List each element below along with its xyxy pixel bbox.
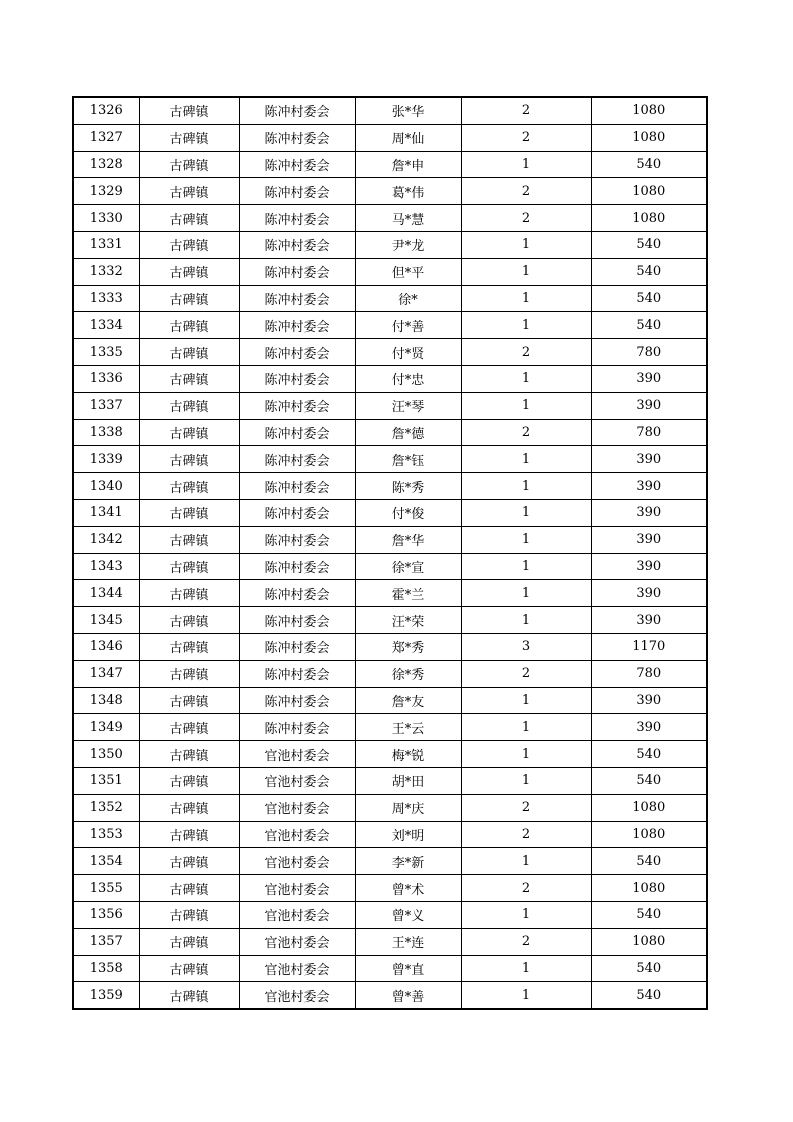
cell-town: 古碑镇 bbox=[139, 848, 239, 875]
cell-village-committee: 官池村委会 bbox=[239, 848, 355, 875]
cell-amount: 390 bbox=[591, 473, 707, 500]
cell-town: 古碑镇 bbox=[139, 875, 239, 902]
cell-town: 古碑镇 bbox=[139, 526, 239, 553]
cell-town: 古碑镇 bbox=[139, 660, 239, 687]
cell-seq-no: 1340 bbox=[73, 473, 139, 500]
cell-name: 王*连 bbox=[355, 928, 461, 955]
cell-seq-no: 1348 bbox=[73, 687, 139, 714]
cell-town: 古碑镇 bbox=[139, 392, 239, 419]
cell-amount: 390 bbox=[591, 607, 707, 634]
cell-count: 1 bbox=[461, 741, 591, 768]
table-row bbox=[73, 124, 707, 151]
cell-amount: 540 bbox=[591, 151, 707, 178]
cell-town: 古碑镇 bbox=[139, 821, 239, 848]
cell-amount: 780 bbox=[591, 660, 707, 687]
cell-amount: 1080 bbox=[591, 97, 707, 124]
table-row bbox=[73, 794, 707, 821]
cell-town: 古碑镇 bbox=[139, 473, 239, 500]
cell-town: 古碑镇 bbox=[139, 928, 239, 955]
cell-amount: 780 bbox=[591, 419, 707, 446]
cell-town: 古碑镇 bbox=[139, 231, 239, 258]
cell-name: 付*俊 bbox=[355, 499, 461, 526]
table-body bbox=[73, 97, 707, 1009]
cell-amount: 1080 bbox=[591, 205, 707, 232]
cell-village-committee: 陈冲村委会 bbox=[239, 231, 355, 258]
cell-name: 付*善 bbox=[355, 312, 461, 339]
cell-count: 2 bbox=[461, 794, 591, 821]
cell-name: 尹*龙 bbox=[355, 231, 461, 258]
cell-seq-no: 1359 bbox=[73, 982, 139, 1009]
cell-name: 李*新 bbox=[355, 848, 461, 875]
cell-count: 1 bbox=[461, 151, 591, 178]
cell-amount: 390 bbox=[591, 580, 707, 607]
cell-town: 古碑镇 bbox=[139, 687, 239, 714]
cell-seq-no: 1351 bbox=[73, 767, 139, 794]
cell-count: 2 bbox=[461, 97, 591, 124]
cell-town: 古碑镇 bbox=[139, 982, 239, 1009]
cell-seq-no: 1346 bbox=[73, 633, 139, 660]
cell-village-committee: 官池村委会 bbox=[239, 982, 355, 1009]
table-row bbox=[73, 526, 707, 553]
cell-count: 1 bbox=[461, 901, 591, 928]
table-row bbox=[73, 767, 707, 794]
cell-seq-no: 1338 bbox=[73, 419, 139, 446]
cell-seq-no: 1352 bbox=[73, 794, 139, 821]
cell-amount: 390 bbox=[591, 687, 707, 714]
cell-town: 古碑镇 bbox=[139, 419, 239, 446]
cell-town: 古碑镇 bbox=[139, 312, 239, 339]
cell-name: 詹*德 bbox=[355, 419, 461, 446]
cell-count: 1 bbox=[461, 848, 591, 875]
cell-seq-no: 1329 bbox=[73, 178, 139, 205]
cell-town: 古碑镇 bbox=[139, 499, 239, 526]
cell-name: 徐*宣 bbox=[355, 553, 461, 580]
cell-town: 古碑镇 bbox=[139, 553, 239, 580]
table-row bbox=[73, 312, 707, 339]
cell-amount: 540 bbox=[591, 741, 707, 768]
cell-amount: 390 bbox=[591, 446, 707, 473]
cell-count: 1 bbox=[461, 526, 591, 553]
cell-name: 詹*钰 bbox=[355, 446, 461, 473]
cell-count: 1 bbox=[461, 499, 591, 526]
table-row bbox=[73, 97, 707, 124]
cell-name: 周*仙 bbox=[355, 124, 461, 151]
table-row bbox=[73, 607, 707, 634]
cell-village-committee: 陈冲村委会 bbox=[239, 473, 355, 500]
table-row bbox=[73, 365, 707, 392]
cell-amount: 540 bbox=[591, 258, 707, 285]
cell-village-committee: 陈冲村委会 bbox=[239, 446, 355, 473]
cell-amount: 1080 bbox=[591, 875, 707, 902]
cell-town: 古碑镇 bbox=[139, 97, 239, 124]
table-row bbox=[73, 714, 707, 741]
cell-village-committee: 官池村委会 bbox=[239, 928, 355, 955]
cell-name: 曾*义 bbox=[355, 901, 461, 928]
table-row bbox=[73, 660, 707, 687]
cell-village-committee: 官池村委会 bbox=[239, 875, 355, 902]
cell-seq-no: 1327 bbox=[73, 124, 139, 151]
cell-amount: 1080 bbox=[591, 928, 707, 955]
table-row bbox=[73, 499, 707, 526]
cell-village-committee: 陈冲村委会 bbox=[239, 97, 355, 124]
cell-count: 1 bbox=[461, 580, 591, 607]
cell-seq-no: 1358 bbox=[73, 955, 139, 982]
cell-amount: 540 bbox=[591, 955, 707, 982]
cell-village-committee: 陈冲村委会 bbox=[239, 633, 355, 660]
cell-name: 徐* bbox=[355, 285, 461, 312]
cell-count: 3 bbox=[461, 633, 591, 660]
cell-count: 1 bbox=[461, 714, 591, 741]
cell-name: 霍*兰 bbox=[355, 580, 461, 607]
table-row bbox=[73, 231, 707, 258]
cell-count: 2 bbox=[461, 928, 591, 955]
cell-village-committee: 陈冲村委会 bbox=[239, 660, 355, 687]
cell-town: 古碑镇 bbox=[139, 258, 239, 285]
cell-name: 徐*秀 bbox=[355, 660, 461, 687]
cell-seq-no: 1354 bbox=[73, 848, 139, 875]
table-row bbox=[73, 446, 707, 473]
cell-village-committee: 陈冲村委会 bbox=[239, 607, 355, 634]
cell-name: 付*忠 bbox=[355, 365, 461, 392]
table-row bbox=[73, 821, 707, 848]
cell-town: 古碑镇 bbox=[139, 124, 239, 151]
cell-village-committee: 陈冲村委会 bbox=[239, 178, 355, 205]
cell-count: 1 bbox=[461, 767, 591, 794]
cell-village-committee: 官池村委会 bbox=[239, 955, 355, 982]
cell-name: 胡*田 bbox=[355, 767, 461, 794]
cell-count: 2 bbox=[461, 124, 591, 151]
cell-town: 古碑镇 bbox=[139, 285, 239, 312]
table-row bbox=[73, 339, 707, 366]
cell-amount: 1080 bbox=[591, 178, 707, 205]
cell-count: 2 bbox=[461, 875, 591, 902]
cell-count: 1 bbox=[461, 982, 591, 1009]
cell-village-committee: 官池村委会 bbox=[239, 741, 355, 768]
cell-amount: 540 bbox=[591, 767, 707, 794]
table-row bbox=[73, 848, 707, 875]
cell-name: 周*庆 bbox=[355, 794, 461, 821]
cell-village-committee: 陈冲村委会 bbox=[239, 312, 355, 339]
cell-town: 古碑镇 bbox=[139, 151, 239, 178]
cell-count: 2 bbox=[461, 205, 591, 232]
cell-town: 古碑镇 bbox=[139, 339, 239, 366]
cell-village-committee: 陈冲村委会 bbox=[239, 339, 355, 366]
cell-name: 马*慧 bbox=[355, 205, 461, 232]
cell-seq-no: 1335 bbox=[73, 339, 139, 366]
cell-name: 詹*友 bbox=[355, 687, 461, 714]
cell-town: 古碑镇 bbox=[139, 633, 239, 660]
cell-count: 1 bbox=[461, 392, 591, 419]
cell-seq-no: 1349 bbox=[73, 714, 139, 741]
cell-count: 1 bbox=[461, 607, 591, 634]
cell-name: 王*云 bbox=[355, 714, 461, 741]
cell-name: 汪*琴 bbox=[355, 392, 461, 419]
cell-name: 张*华 bbox=[355, 97, 461, 124]
cell-name: 梅*锐 bbox=[355, 741, 461, 768]
cell-seq-no: 1350 bbox=[73, 741, 139, 768]
cell-seq-no: 1333 bbox=[73, 285, 139, 312]
cell-village-committee: 陈冲村委会 bbox=[239, 526, 355, 553]
cell-count: 1 bbox=[461, 258, 591, 285]
cell-amount: 390 bbox=[591, 526, 707, 553]
cell-town: 古碑镇 bbox=[139, 955, 239, 982]
table-row bbox=[73, 473, 707, 500]
table-row bbox=[73, 151, 707, 178]
cell-count: 1 bbox=[461, 365, 591, 392]
cell-name: 汪*荣 bbox=[355, 607, 461, 634]
cell-village-committee: 官池村委会 bbox=[239, 794, 355, 821]
table-row bbox=[73, 285, 707, 312]
cell-name: 郑*秀 bbox=[355, 633, 461, 660]
table-row bbox=[73, 419, 707, 446]
cell-amount: 390 bbox=[591, 499, 707, 526]
data-table bbox=[72, 96, 708, 1010]
cell-name: 付*贤 bbox=[355, 339, 461, 366]
cell-seq-no: 1339 bbox=[73, 446, 139, 473]
cell-seq-no: 1334 bbox=[73, 312, 139, 339]
cell-count: 1 bbox=[461, 446, 591, 473]
cell-name: 曾*直 bbox=[355, 955, 461, 982]
cell-village-committee: 陈冲村委会 bbox=[239, 205, 355, 232]
table-row bbox=[73, 928, 707, 955]
cell-village-committee: 陈冲村委会 bbox=[239, 258, 355, 285]
cell-village-committee: 陈冲村委会 bbox=[239, 714, 355, 741]
cell-village-committee: 官池村委会 bbox=[239, 901, 355, 928]
cell-count: 1 bbox=[461, 231, 591, 258]
cell-count: 2 bbox=[461, 821, 591, 848]
cell-seq-no: 1355 bbox=[73, 875, 139, 902]
cell-seq-no: 1331 bbox=[73, 231, 139, 258]
cell-count: 2 bbox=[461, 660, 591, 687]
cell-seq-no: 1343 bbox=[73, 553, 139, 580]
cell-count: 1 bbox=[461, 473, 591, 500]
cell-count: 2 bbox=[461, 419, 591, 446]
table-row bbox=[73, 553, 707, 580]
table-row bbox=[73, 580, 707, 607]
cell-amount: 390 bbox=[591, 365, 707, 392]
cell-town: 古碑镇 bbox=[139, 446, 239, 473]
cell-town: 古碑镇 bbox=[139, 365, 239, 392]
cell-seq-no: 1330 bbox=[73, 205, 139, 232]
cell-town: 古碑镇 bbox=[139, 607, 239, 634]
cell-village-committee: 陈冲村委会 bbox=[239, 580, 355, 607]
table-row bbox=[73, 258, 707, 285]
cell-seq-no: 1357 bbox=[73, 928, 139, 955]
cell-town: 古碑镇 bbox=[139, 580, 239, 607]
cell-seq-no: 1342 bbox=[73, 526, 139, 553]
cell-seq-no: 1345 bbox=[73, 607, 139, 634]
cell-amount: 780 bbox=[591, 339, 707, 366]
cell-village-committee: 陈冲村委会 bbox=[239, 124, 355, 151]
cell-seq-no: 1344 bbox=[73, 580, 139, 607]
cell-seq-no: 1347 bbox=[73, 660, 139, 687]
cell-seq-no: 1341 bbox=[73, 499, 139, 526]
cell-town: 古碑镇 bbox=[139, 767, 239, 794]
cell-amount: 540 bbox=[591, 285, 707, 312]
cell-village-committee: 陈冲村委会 bbox=[239, 285, 355, 312]
cell-count: 1 bbox=[461, 285, 591, 312]
cell-town: 古碑镇 bbox=[139, 178, 239, 205]
cell-town: 古碑镇 bbox=[139, 714, 239, 741]
cell-amount: 390 bbox=[591, 714, 707, 741]
table-row bbox=[73, 982, 707, 1009]
cell-count: 2 bbox=[461, 178, 591, 205]
cell-amount: 540 bbox=[591, 848, 707, 875]
cell-amount: 540 bbox=[591, 901, 707, 928]
cell-name: 刘*明 bbox=[355, 821, 461, 848]
cell-amount: 1080 bbox=[591, 794, 707, 821]
cell-village-committee: 陈冲村委会 bbox=[239, 365, 355, 392]
cell-seq-no: 1328 bbox=[73, 151, 139, 178]
cell-amount: 1170 bbox=[591, 633, 707, 660]
cell-town: 古碑镇 bbox=[139, 205, 239, 232]
cell-name: 曾*善 bbox=[355, 982, 461, 1009]
cell-village-committee: 陈冲村委会 bbox=[239, 419, 355, 446]
cell-amount: 540 bbox=[591, 982, 707, 1009]
cell-town: 古碑镇 bbox=[139, 901, 239, 928]
table-row bbox=[73, 875, 707, 902]
table-row bbox=[73, 178, 707, 205]
table-row bbox=[73, 741, 707, 768]
cell-village-committee: 官池村委会 bbox=[239, 821, 355, 848]
cell-seq-no: 1326 bbox=[73, 97, 139, 124]
cell-name: 曾*术 bbox=[355, 875, 461, 902]
cell-name: 陈*秀 bbox=[355, 473, 461, 500]
cell-seq-no: 1337 bbox=[73, 392, 139, 419]
cell-amount: 540 bbox=[591, 231, 707, 258]
cell-village-committee: 官池村委会 bbox=[239, 767, 355, 794]
cell-name: 葛*伟 bbox=[355, 178, 461, 205]
cell-seq-no: 1332 bbox=[73, 258, 139, 285]
cell-seq-no: 1353 bbox=[73, 821, 139, 848]
cell-name: 詹*申 bbox=[355, 151, 461, 178]
table-row bbox=[73, 392, 707, 419]
table-row bbox=[73, 633, 707, 660]
cell-name: 詹*华 bbox=[355, 526, 461, 553]
table-row bbox=[73, 955, 707, 982]
cell-name: 但*平 bbox=[355, 258, 461, 285]
cell-amount: 540 bbox=[591, 312, 707, 339]
cell-village-committee: 陈冲村委会 bbox=[239, 499, 355, 526]
cell-count: 1 bbox=[461, 955, 591, 982]
cell-town: 古碑镇 bbox=[139, 741, 239, 768]
cell-seq-no: 1336 bbox=[73, 365, 139, 392]
table-row bbox=[73, 901, 707, 928]
cell-amount: 1080 bbox=[591, 821, 707, 848]
cell-amount: 390 bbox=[591, 553, 707, 580]
cell-village-committee: 陈冲村委会 bbox=[239, 151, 355, 178]
cell-seq-no: 1356 bbox=[73, 901, 139, 928]
cell-count: 2 bbox=[461, 339, 591, 366]
cell-count: 1 bbox=[461, 687, 591, 714]
cell-town: 古碑镇 bbox=[139, 794, 239, 821]
cell-amount: 390 bbox=[591, 392, 707, 419]
table-row bbox=[73, 687, 707, 714]
cell-village-committee: 陈冲村委会 bbox=[239, 553, 355, 580]
cell-village-committee: 陈冲村委会 bbox=[239, 687, 355, 714]
cell-count: 1 bbox=[461, 553, 591, 580]
cell-amount: 1080 bbox=[591, 124, 707, 151]
table-row bbox=[73, 205, 707, 232]
cell-count: 1 bbox=[461, 312, 591, 339]
cell-village-committee: 陈冲村委会 bbox=[239, 392, 355, 419]
